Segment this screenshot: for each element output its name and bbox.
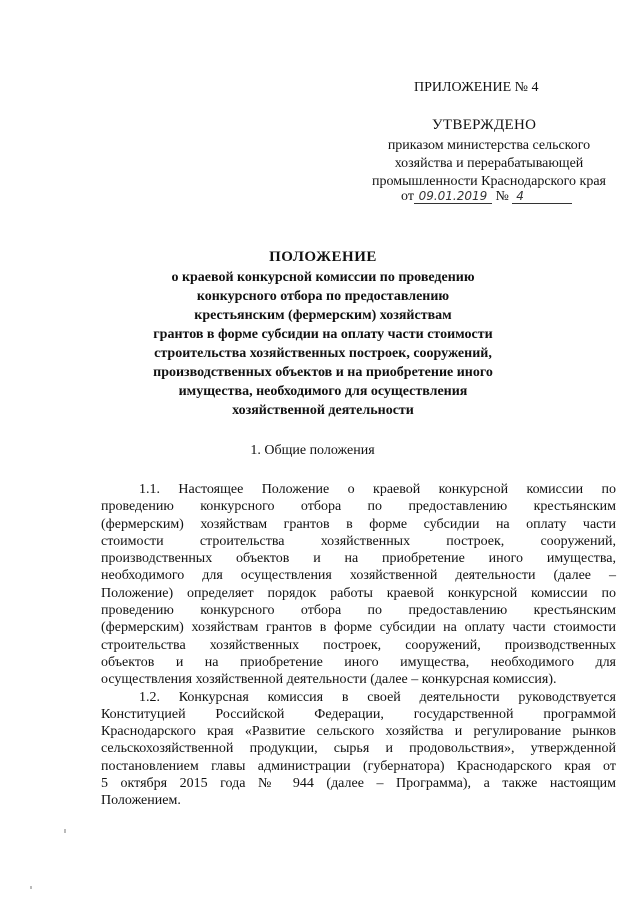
paragraph-line: объектов и на приобретение иного имущества, необходимого для — [101, 654, 616, 670]
scan-speck — [30, 886, 32, 889]
appendix-label: ПРИЛОЖЕНИЕ № 4 — [414, 80, 539, 95]
paragraph-line: Положением. — [101, 793, 181, 809]
title-line: производственных объектов и на приобретение иного — [153, 365, 493, 380]
paragraph-line: необходимого для осуществления хозяйственной деятельности (далее – — [101, 568, 616, 584]
handwritten-date: 09.01.2019 — [414, 189, 492, 204]
order-date-number — [401, 189, 572, 205]
scan-speck — [64, 829, 66, 833]
title-line: хозяйственной деятельности — [232, 403, 414, 418]
paragraph-line: постановлением главы администрации (губернатора) Краснодарского края от — [101, 758, 616, 774]
paragraph-line: 1.1. Настоящее Положение о краевой конкурсной комиссии по — [139, 482, 616, 497]
paragraph-line: проведению конкурсного отбора по предоставлению крестьянским — [101, 499, 616, 515]
paragraph-line: проведению конкурсного отбора по предоставлению крестьянским — [101, 603, 616, 619]
paragraph-line: сельскохозяйственной продукции, сырья и продовольствия», утвержденной — [101, 741, 616, 757]
approval-order-text — [360, 137, 618, 191]
title-line: крестьянским (фермерским) хозяйствам — [194, 308, 452, 323]
section-body — [101, 481, 616, 810]
paragraph-line: (фермерским) хозяйствам грантов в форме субсидии на оплату части стоимости — [101, 620, 616, 636]
document-title: ПОЛОЖЕНИЕ — [269, 249, 377, 265]
paragraph-line: Краснодарского края «Развитие сельского хозяйства и регулирование рынков — [101, 724, 616, 740]
approved-label: УТВЕРЖДЕНО — [432, 117, 537, 133]
order-line: промышленности Краснодарского края — [372, 174, 606, 189]
date-prefix: от — [401, 189, 414, 204]
title-line: о краевой конкурсной комиссии по проведению — [171, 270, 475, 285]
number-prefix: № — [495, 189, 509, 204]
paragraph-line: строительства хозяйственных построек, сооружений, производственных — [101, 637, 616, 653]
paragraph-line: производственных объектов и на приобретение иного имущества, — [101, 551, 616, 567]
document-title-block — [110, 247, 536, 420]
title-line: строительства хозяйственных построек, сооружений, — [154, 346, 492, 361]
paragraph-line: 5 октября 2015 года № 944 (далее – Программа), а также настоящим — [101, 776, 616, 792]
title-line: имущества, необходимого для осуществления — [178, 384, 468, 399]
paragraph-line: осуществления хозяйственной деятельности (далее – конкурсная комиссия). — [101, 672, 557, 688]
order-line: хозяйства и перерабатывающей — [394, 156, 584, 171]
title-line: грантов в форме субсидии на оплату части стоимости — [153, 327, 493, 342]
paragraph-line: 1.2. Конкурсная комиссия в своей деятельности руководствуется — [139, 689, 616, 705]
paragraph-line: стоимости строительства хозяйственных построек, сооружений, — [101, 533, 616, 549]
order-line: приказом министерства сельского — [387, 138, 591, 153]
title-line: конкурсного отбора по предоставлению — [196, 289, 450, 304]
section-heading: 1. Общие положения — [250, 443, 375, 458]
paragraph-line: Конституцией Российской Федерации, государственной программой — [101, 706, 616, 722]
paragraph-line: Положение) определяет порядок работы краевой конкурсной комиссии по — [101, 585, 616, 601]
handwritten-number: 4 — [512, 189, 572, 204]
paragraph-line: (фермерским) хозяйствам грантов в форме субсидии на оплату части — [101, 516, 616, 532]
